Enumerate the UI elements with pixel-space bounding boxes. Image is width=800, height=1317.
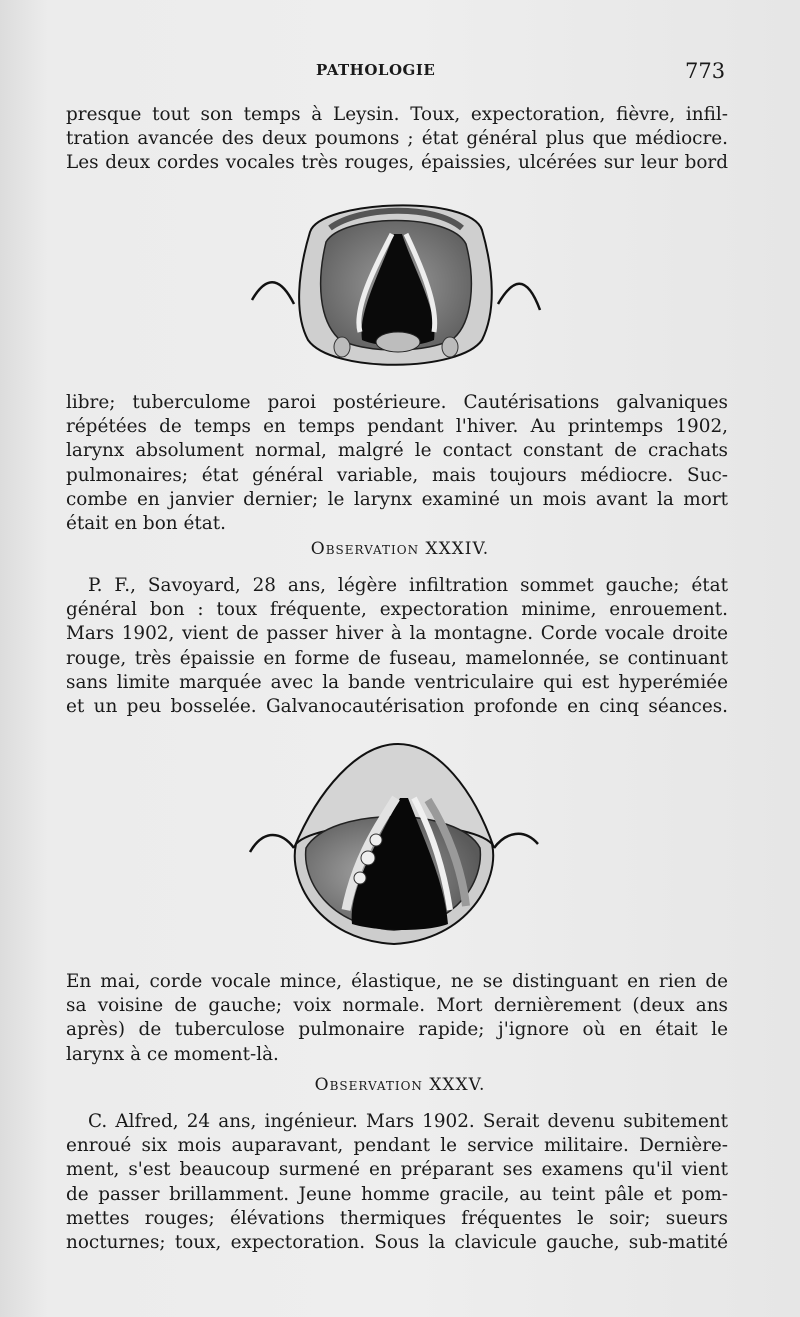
text-line: rouge, très épaissie en forme de fuseau, mamelonnée, se continuant [66,647,728,669]
text-line: combe en janvier dernier; le larynx examiné un mois avant la mort [66,488,728,510]
text-line: sa voisine de gauche; voix normale. Mort dernièrement (deux ans [66,995,728,1017]
text-line: Mars 1902, vient de passer hiver à la montagne. Corde vocale droite [66,623,728,645]
observation-heading: Observation XXXIV. [310,539,490,559]
page-number: 773 [685,59,726,83]
paragraph-3 [66,970,728,1067]
larynx-illustration-1 [250,192,542,377]
text-line: et un peu bosselée. Galvanocautérisation profonde en cinq séances. [66,696,728,718]
text-line: nocturnes; toux, expectoration. Sous la clavicule gauche, sub-matité [66,1232,728,1254]
text-line: tration avancée des deux poumons ; état général plus que médiocre. [66,128,728,150]
observation-heading: Observation XXXV. [314,1075,486,1095]
text-line: pulmonaires; état général variable, mais toujours médiocre. Suc- [66,464,728,486]
text-line: était en bon état. [66,513,226,535]
text-line: larynx absolument normal, malgré le contact constant de crachats [66,440,728,462]
text-line: sans limite marquée avec la bande ventriculaire qui est hyperémiée [66,671,728,693]
text-line: général bon : toux fréquente, expectoration minime, enrouement. [66,599,728,621]
text-line: presque tout son temps à Leysin. Toux, expectoration, fièvre, infil- [66,104,728,125]
text-line: mettes rouges; élévations thermiques fréquentes le soir; sueurs [66,1207,728,1229]
text-line: ment, s'est beaucoup surmené en préparant ses examens qu'il vient [66,1159,728,1181]
text-line: C. Alfred, 24 ans, ingénieur. Mars 1902. Serait devenu subitement [88,1111,728,1132]
paragraph-1 [66,103,728,176]
text-line: libre; tuberculome paroi postérieure. Cautérisations galvaniques [66,392,728,413]
larynx-illustration-2 [248,740,540,950]
text-line: répétées de temps en temps pendant l'hiver. Au printemps 1902, [66,416,728,438]
text-line: P. F., Savoyard, 28 ans, légère infiltration sommet gauche; état [88,575,728,596]
text-line: après) de tuberculose pulmonaire rapide; j'ignore où en était le [66,1019,728,1041]
observation-34-text [66,574,728,719]
text-line: En mai, corde vocale mince, élastique, ne se distinguant en rien de [66,971,728,992]
paragraph-2 [66,391,728,536]
observation-35-text [66,1110,728,1255]
text-line: larynx à ce moment-là. [66,1043,279,1065]
text-line: de passer brillamment. Jeune homme gracile, au teint pâle et pom- [66,1183,728,1205]
text-line: Les deux cordes vocales très rouges, épaissies, ulcérées sur leur bord [66,152,728,174]
running-title: PATHOLOGIE [316,61,436,79]
text-line: enroué six mois auparavant, pendant le service militaire. Dernière- [66,1135,728,1157]
